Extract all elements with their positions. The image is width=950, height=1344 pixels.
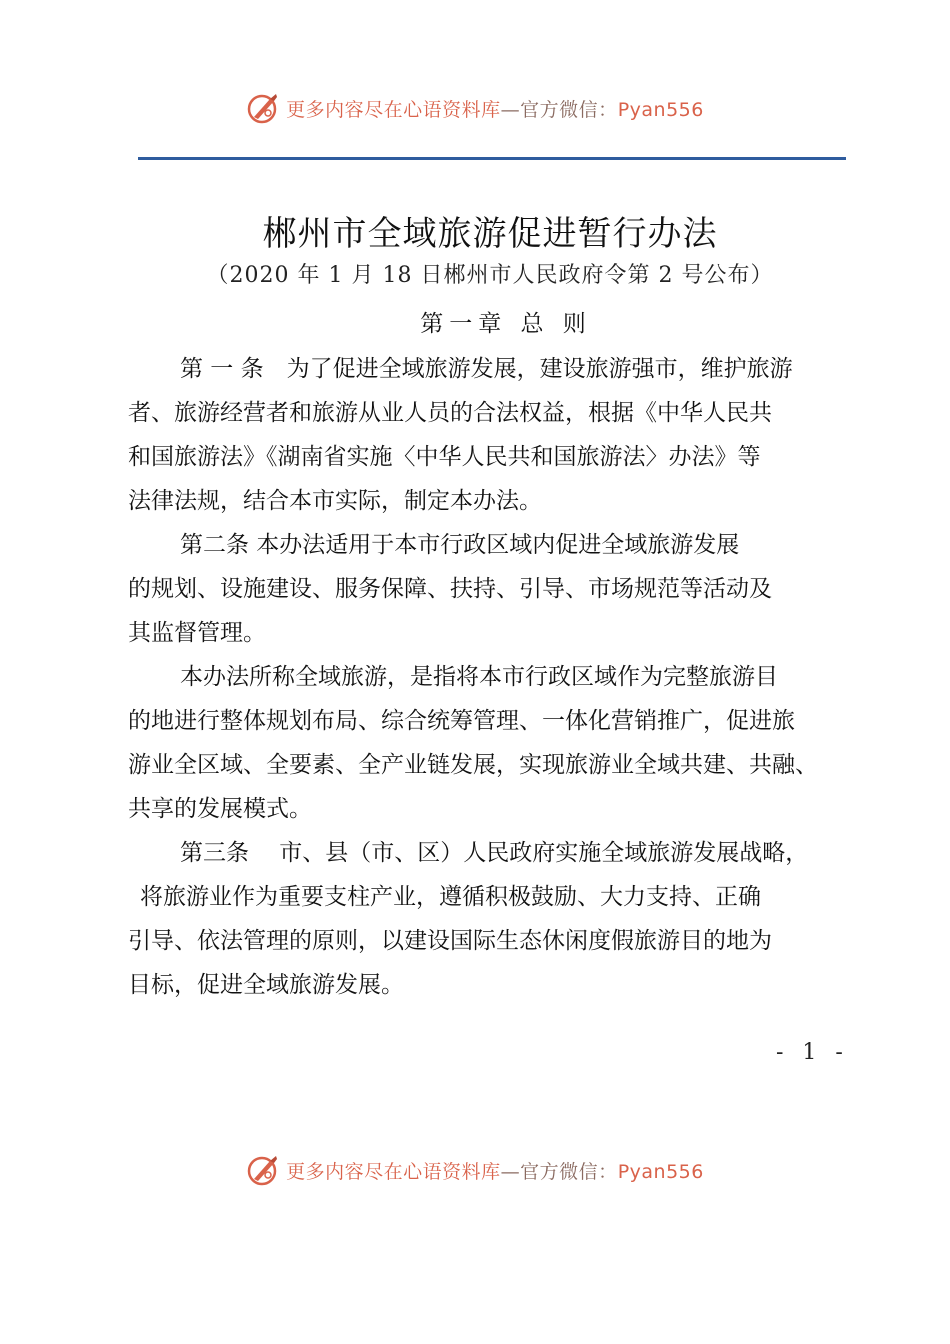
body-line: 第二条 本办法适用于本市行政区域内促进全域旅游发展 — [180, 532, 740, 558]
banner-text: 更多内容尽在心语资料库—官方微信：Pyan556 — [286, 98, 704, 121]
page-number: - 1 - — [776, 1040, 849, 1065]
body-line: 将旅游业作为重要支柱产业，遵循积极鼓励、大力支持、正确 — [140, 884, 761, 910]
body-line: 第 一 条 为了促进全域旅游发展，建设旅游强市，维护旅游 — [180, 356, 793, 382]
chapter-heading: 第一章 总 则 — [420, 311, 592, 337]
pen-logo-icon — [246, 1153, 280, 1187]
banner-text: 更多内容尽在心语资料库—官方微信：Pyan556 — [286, 1160, 704, 1183]
body-line: 第三条 市、县（市、区）人民政府实施全域旅游发展战略， — [180, 840, 809, 866]
body-line: 引导、依法管理的原则，以建设国际生态休闲度假旅游目的地为 — [128, 928, 772, 954]
document-subtitle: （2020 年 1 月 18 日郴州市人民政府令第 2 号公布） — [206, 263, 774, 288]
body-line: 其监督管理。 — [128, 620, 266, 646]
body-line: 和国旅游法》《湖南省实施〈中华人民共和国旅游法〉办法》等 — [128, 444, 761, 470]
body-line: 法律法规，结合本市实际，制定本办法。 — [128, 488, 542, 514]
body-line: 本办法所称全域旅游，是指将本市行政区域作为完整旅游目 — [180, 664, 778, 690]
pen-logo-icon — [246, 91, 280, 125]
body-line: 共享的发展模式。 — [128, 796, 312, 822]
footer-banner — [0, 1150, 950, 1190]
body-line: 游业全区域、全要素、全产业链发展，实现旅游业全域共建、共融、 — [128, 752, 818, 778]
body-line: 目标，促进全域旅游发展。 — [128, 972, 404, 998]
header-banner — [0, 88, 950, 128]
header-divider — [138, 157, 846, 160]
document-title: 郴州市全域旅游促进暂行办法 — [262, 214, 718, 254]
body-line: 者、旅游经营者和旅游从业人员的合法权益，根据《中华人民共 — [128, 400, 772, 426]
body-line: 的地进行整体规划布局、综合统筹管理、一体化营销推广，促进旅 — [128, 708, 795, 734]
body-line: 的规划、设施建设、服务保障、扶持、引导、市场规范等活动及 — [128, 576, 772, 602]
